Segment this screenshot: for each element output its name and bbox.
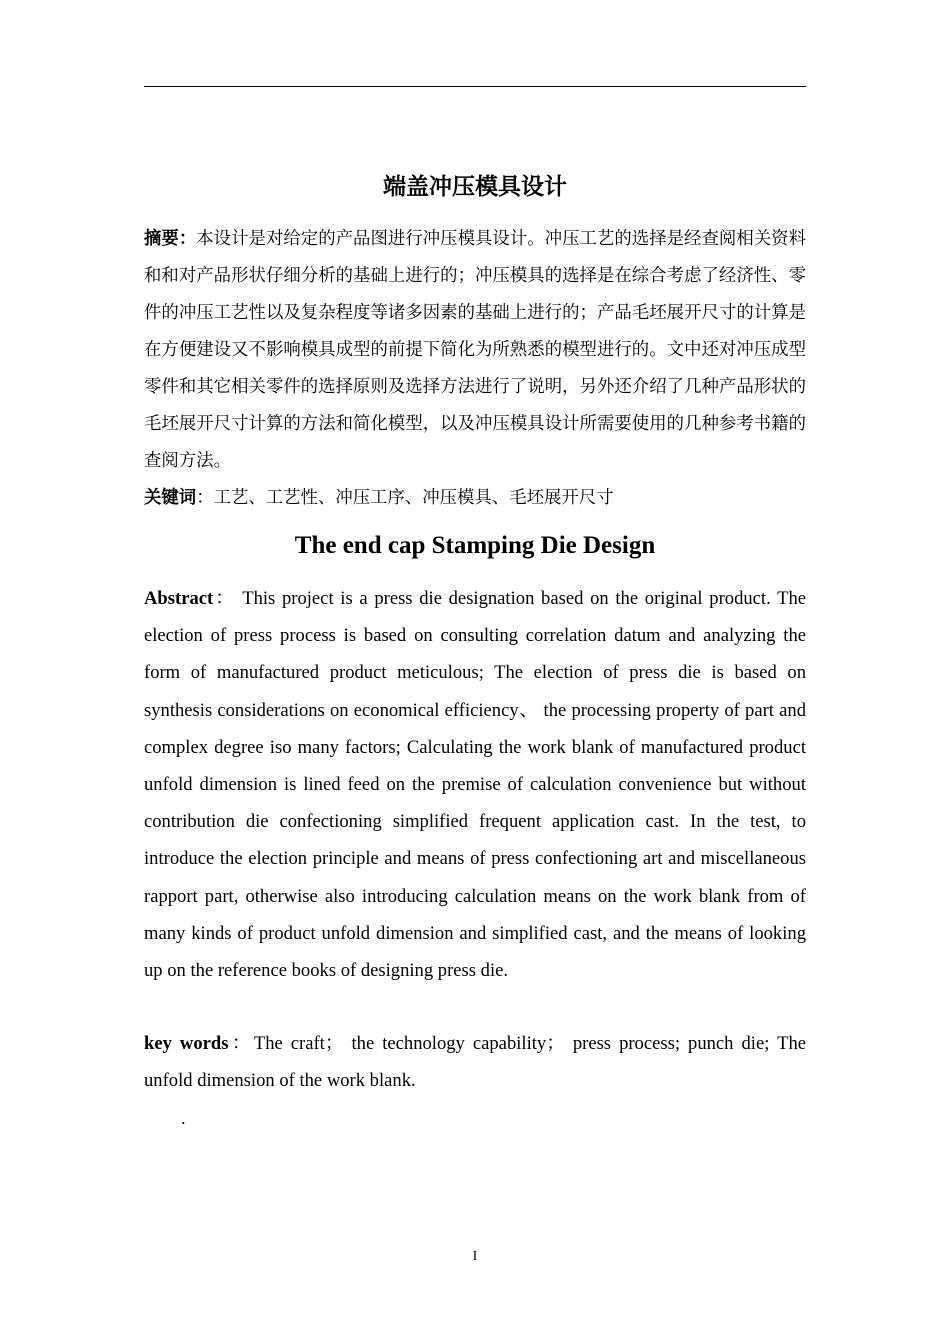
english-title: The end cap Stamping Die Design [294,532,656,559]
english-abstract [144,580,806,989]
page-number: I [472,1249,478,1264]
english-keywords [144,1025,806,1099]
chinese-abstract [144,221,806,480]
english-keywords-label: key words [144,1033,229,1054]
chinese-abstract-label: 摘要： [144,229,197,249]
chinese-keywords [144,482,806,514]
english-abstract-text: ： This project is a press die designation based on the original product. The election of press process is based on consulting correlation datum and analyzing the form of manufactured product meticulous; The election of press die is based on synthesis considerations on economical efficiency、 the processing property of part and complex degree iso many factors; Calculating the work blank of manufactured product unfold dimension is lined feed on the premise of calculation convenience but without contribution die confectioning simplified frequent application cast. In the test, to introduce the election principle and means of press confectioning art and miscellaneous rapport part, otherwise also introducing calculation means on the work blank from of many kinds of product unfold dimension and simplified cast, and the means of looking up on the reference books of designing press die. [144,588,806,982]
english-abstract-label: Abstract [144,588,214,609]
chinese-keywords-text: ：工艺、工艺性、冲压工序、冲压模具、毛坯展开尺寸 [196,488,614,508]
chinese-title: 端盖冲压模具设计 [383,174,567,200]
chinese-keywords-label: 关键词 [144,488,197,508]
header-rule [144,86,806,87]
stray-mark: . [181,1108,186,1128]
chinese-abstract-text: 本设计是对给定的产品图进行冲压模具设计。冲压工艺的选择是经查阅相关资料和和对产品形状仔细分析的基础上进行的；冲压模具的选择是在综合考虑了经济性、零件的冲压工艺性以及复杂程度等诸多因素的基础上进行的；产品毛坯展开尺寸的计算是在方便建设又不影响模具成型的前提下简化为所熟悉的模型进行的。文中还对冲压成型零件和其它相关零件的选择原则及选择方法进行了说明，另外还介绍了几种产品形状的毛坯展开尺寸计算的方法和简化模型，以及冲压模具设计所需要使用的几种参考书籍的查阅方法。 [144,229,806,471]
english-keywords-text: ：The craft； the technology capability； press process; punch die; The unfold dimension of the work blank. [144,1033,807,1092]
